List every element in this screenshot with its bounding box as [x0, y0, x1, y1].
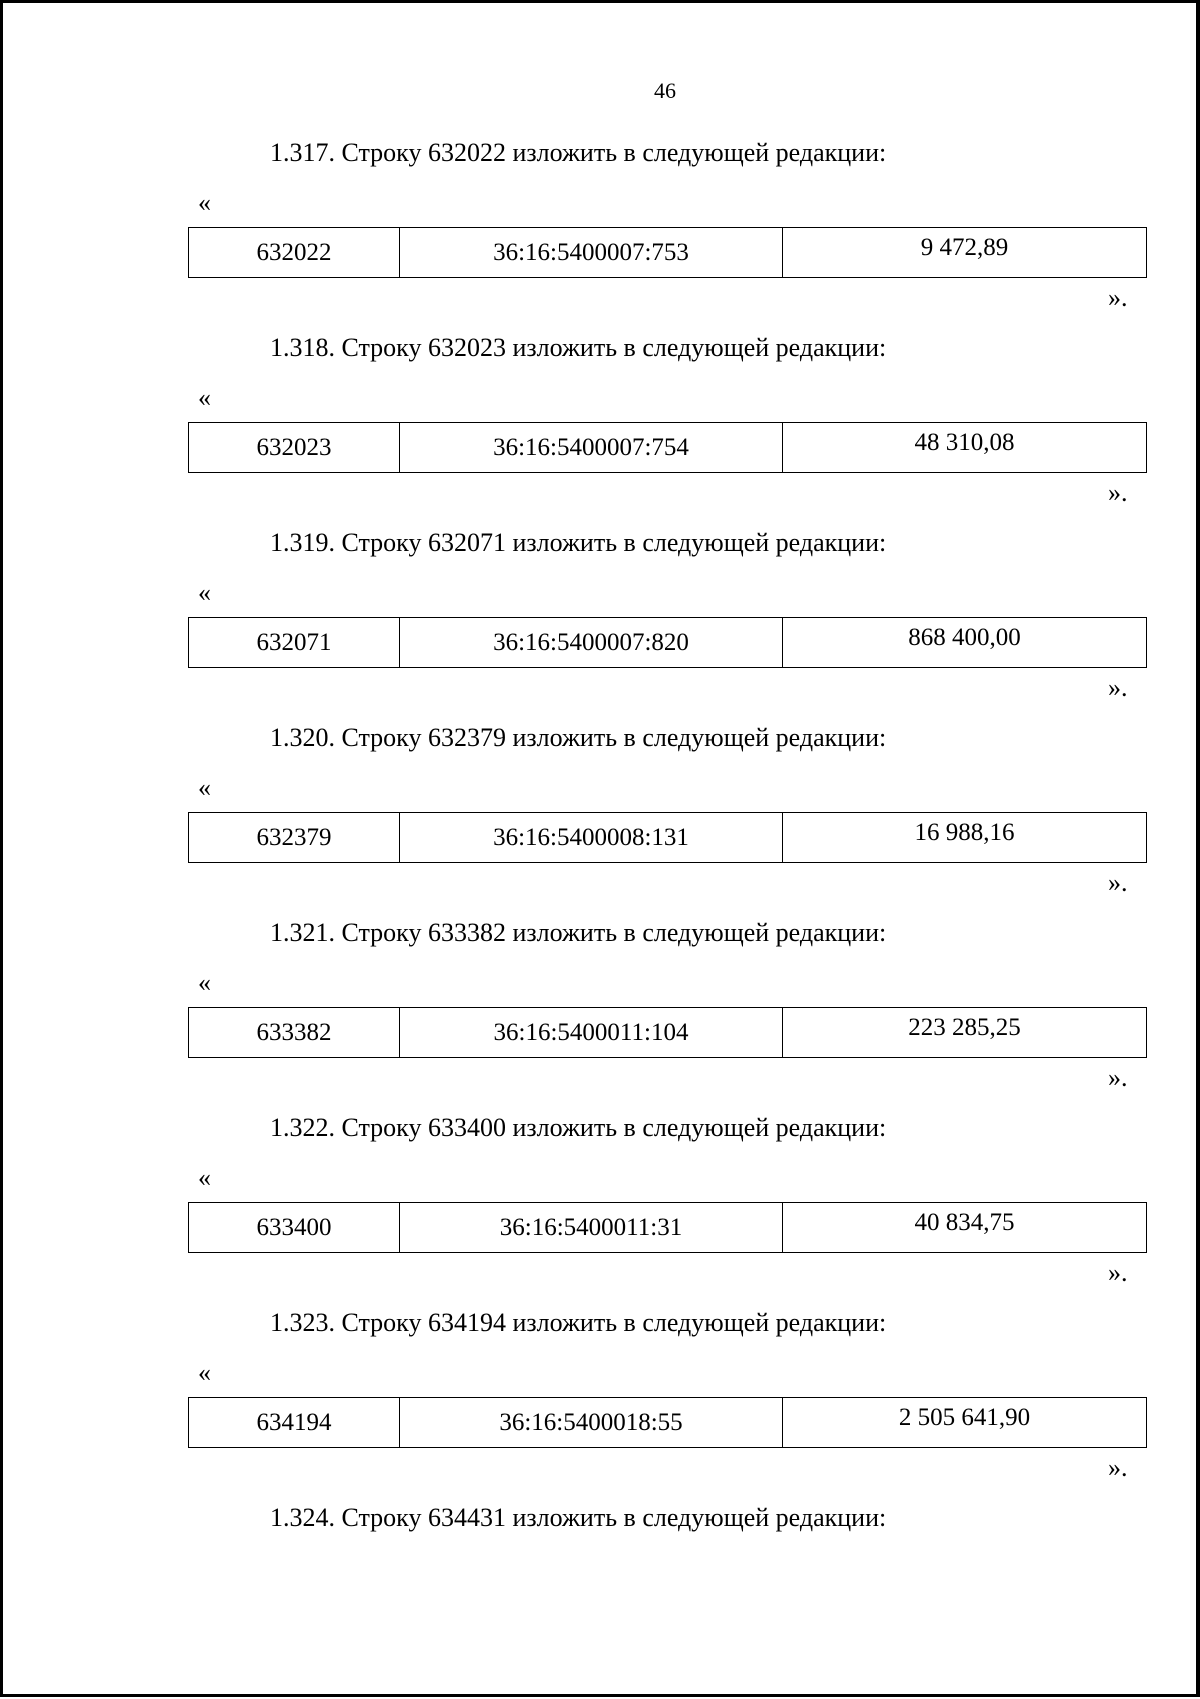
amendment-section — [0, 333, 1200, 529]
amendment-heading: 1.319. Строку 632071 изложить в следующей редакции: — [270, 528, 887, 557]
amendment-section — [0, 1113, 1200, 1309]
table-row — [189, 1398, 1147, 1448]
value-cell: 2 505 641,90 — [783, 1398, 1147, 1448]
amendment-row-table — [188, 1202, 1147, 1253]
cadastral-number-cell: 36:16:5400011:31 — [400, 1203, 783, 1253]
value-cell: 223 285,25 — [783, 1008, 1147, 1058]
cadastral-number-cell: 36:16:5400008:131 — [400, 813, 783, 863]
row-code-cell: 632022 — [189, 228, 400, 278]
amendment-section — [0, 723, 1200, 919]
closing-quote: ». — [1108, 673, 1128, 702]
value-cell: 48 310,08 — [783, 423, 1147, 473]
row-code-cell: 632023 — [189, 423, 400, 473]
closing-quote: ». — [1108, 478, 1128, 507]
amendment-row-table — [188, 812, 1147, 863]
amendment-row-table — [188, 1007, 1147, 1058]
opening-quote: « — [198, 1358, 211, 1387]
closing-quote: ». — [1108, 868, 1128, 897]
amendment-heading: 1.317. Строку 632022 изложить в следующей редакции: — [270, 138, 887, 167]
value-cell: 9 472,89 — [783, 228, 1147, 278]
amendment-heading: 1.318. Строку 632023 изложить в следующей редакции: — [270, 333, 887, 362]
table-row — [189, 423, 1147, 473]
value-cell: 16 988,16 — [783, 813, 1147, 863]
opening-quote: « — [198, 968, 211, 997]
row-code-cell: 632379 — [189, 813, 400, 863]
value-cell: 868 400,00 — [783, 618, 1147, 668]
amendment-section — [0, 138, 1200, 334]
amendment-row-table — [188, 227, 1147, 278]
opening-quote: « — [198, 188, 211, 217]
amendment-heading: 1.321. Строку 633382 изложить в следующей редакции: — [270, 918, 887, 947]
closing-quote: ». — [1108, 1258, 1128, 1287]
table-row — [189, 1008, 1147, 1058]
amendment-heading: 1.323. Строку 634194 изложить в следующей редакции: — [270, 1308, 887, 1337]
page-number: 46 — [654, 78, 676, 103]
amendment-row-table — [188, 617, 1147, 668]
row-code-cell: 632071 — [189, 618, 400, 668]
cadastral-number-cell: 36:16:5400007:753 — [400, 228, 783, 278]
amendment-row-table — [188, 422, 1147, 473]
cadastral-number-cell: 36:16:5400007:820 — [400, 618, 783, 668]
table-row — [189, 813, 1147, 863]
cadastral-number-cell: 36:16:5400011:104 — [400, 1008, 783, 1058]
opening-quote: « — [198, 1163, 211, 1192]
amendment-section — [0, 528, 1200, 724]
closing-quote: ». — [1108, 283, 1128, 312]
opening-quote: « — [198, 383, 211, 412]
amendment-heading: 1.320. Строку 632379 изложить в следующей редакции: — [270, 723, 887, 752]
opening-quote: « — [198, 578, 211, 607]
amendment-heading: 1.324. Строку 634431 изложить в следующей редакции: — [270, 1503, 887, 1532]
closing-quote: ». — [1108, 1063, 1128, 1092]
cadastral-number-cell: 36:16:5400018:55 — [400, 1398, 783, 1448]
amendment-heading: 1.322. Строку 633400 изложить в следующей редакции: — [270, 1113, 887, 1142]
amendment-row-table — [188, 1397, 1147, 1448]
amendment-section — [0, 1308, 1200, 1504]
row-code-cell: 633400 — [189, 1203, 400, 1253]
cadastral-number-cell: 36:16:5400007:754 — [400, 423, 783, 473]
value-cell: 40 834,75 — [783, 1203, 1147, 1253]
row-code-cell: 633382 — [189, 1008, 400, 1058]
closing-quote: ». — [1108, 1453, 1128, 1482]
opening-quote: « — [198, 773, 211, 802]
table-row — [189, 1203, 1147, 1253]
amendment-section — [0, 1503, 1200, 1699]
amendment-section — [0, 918, 1200, 1114]
row-code-cell: 634194 — [189, 1398, 400, 1448]
table-row — [189, 618, 1147, 668]
table-row — [189, 228, 1147, 278]
